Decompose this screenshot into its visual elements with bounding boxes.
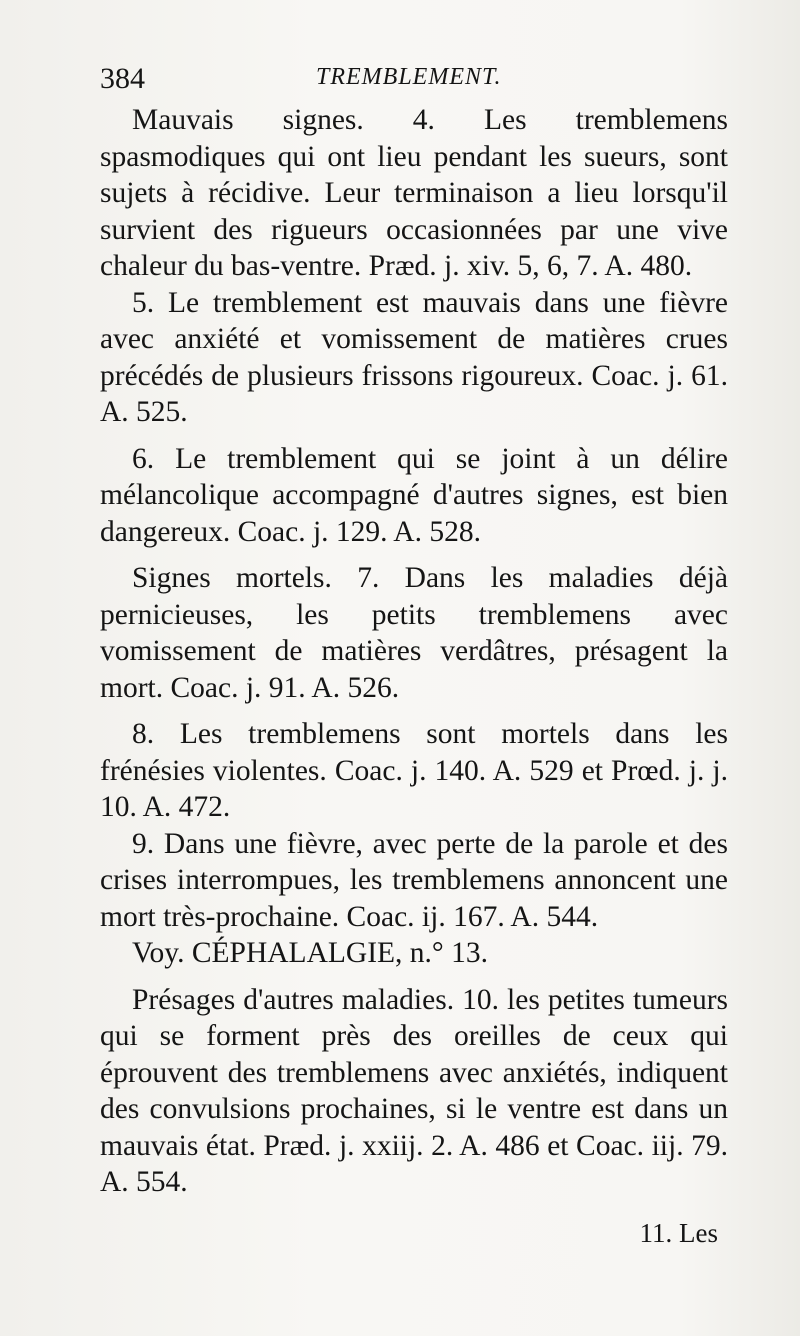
page-header	[100, 62, 740, 102]
paragraph-9: 9. Dans une fièvre, avec perte de la parole et des crises interrompues, les tremblemens annoncent une mort très-prochaine. Coac. ij. 167. A. 544.	[100, 827, 728, 933]
paragraph-mauvais-signes-4: Mauvais signes. 4. Les tremblemens spasmodiques qui ont lieu pendant les sueurs, sont sujets à récidive. Leur terminaison a lieu lorsqu'il survient des rigueurs occasionnées par une vive chaleur du bas-ventre. Præd. j. xiv. 5, 6, 7. A. 480.	[100, 104, 728, 282]
paragraph-signes-mortels-7: Signes mortels. 7. Dans les maladies déjà pernicieuses, les petits tremblemens avec vomissement de matières verdâtres, présagent la mort. Coac. j. 91. A. 526.	[100, 562, 728, 704]
page-body	[100, 102, 728, 1201]
cross-reference: Voy. CÉPHALALGIE, n.° 13.	[132, 937, 488, 969]
paragraph-6: 6. Le tremblement qui se joint à un délire mélancolique accompagné d'autres signes, est bien dangereux. Coac. j. 129. A. 528.	[100, 442, 728, 548]
paragraph-8: 8. Les tremblemens sont mortels dans les frénésies violentes. Coac. j. 140. A. 529 et Prœd. j. j. 10. A. 472.	[100, 718, 728, 823]
paragraph-5: 5. Le tremblement est mauvais dans une fièvre avec anxiété et vomissement de matières crues précédés de plusieurs frissons rigoureux. Coac. j. 61. A. 525.	[100, 286, 728, 428]
catchword: 11. Les	[639, 1218, 718, 1248]
running-title: TREMBLEMENT.	[316, 64, 502, 90]
page-number: 384	[100, 62, 145, 95]
paragraph-presages-10: Présages d'autres maladies. 10. les petites tumeurs qui se forment près des oreilles de ceux qui éprouvent des tremblemens avec anxiétés, indiquent des convulsions prochaines, si le ventre est dans un mauvais état. Præd. j. xxiij. 2. A. 486 et Coac. iij. 79. A. 554.	[100, 983, 728, 1198]
